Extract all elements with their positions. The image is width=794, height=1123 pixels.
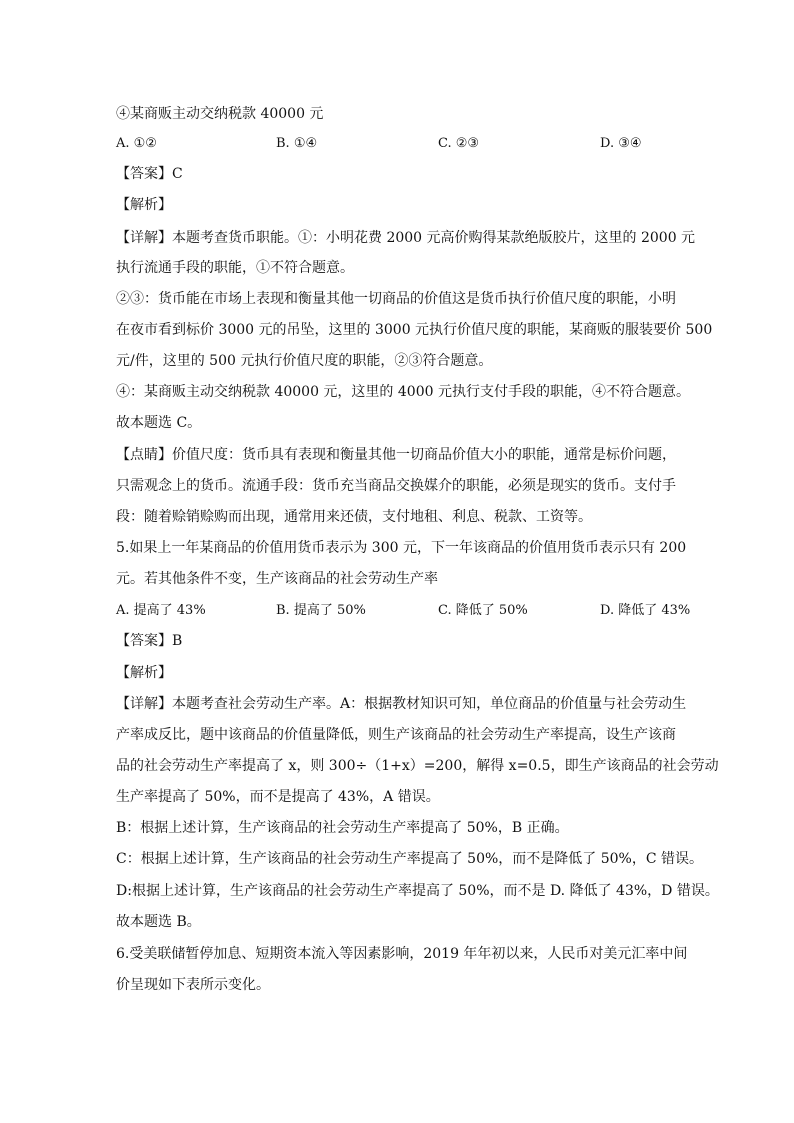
q4-option-b: B. ①④ (276, 136, 318, 151)
q4-tips-line: 只需观念上的货币。流通手段：货币充当商品交换媒介的职能，必须是现实的货币。支付手 (116, 478, 676, 494)
q5-stem-line: 5.如果上一年某商品的价值用货币表示为 300 元，下一年该商品的价值用货币表示只有 200 (116, 540, 687, 556)
q5-detail-line: C：根据上述计算，生产该商品的社会劳动生产率提高了 50%，而不是降低了 50%，C 错误。 (116, 851, 704, 867)
q4-detail-line: 执行流通手段的职能，①不符合题意。 (116, 260, 354, 276)
q5-detail-line: B：根据上述计算，生产该商品的社会劳动生产率提高了 50%，B 正确。 (116, 820, 569, 836)
q5-answer: 【答案】B (116, 633, 183, 649)
q4-analysis-label: 【解析】 (116, 197, 172, 213)
q4-detail-line: 【详解】本题考查货币职能。①：小明花费 2000 元高价购得某款绝版胶片，这里的 2000 元 (116, 230, 696, 246)
q4-detail-line: ④：某商贩主动交纳税款 40000 元，这里的 4000 元执行支付手段的职能，④不符合题意。 (116, 384, 690, 400)
q4-item-4: ④某商贩主动交纳税款 40000 元 (116, 106, 324, 122)
q5-option-b: B. 提高了 50% (276, 603, 366, 618)
q5-detail-line: 故本题选 B。 (116, 914, 201, 930)
q5-option-a: A. 提高了 43% (116, 603, 206, 618)
q4-detail-line: 在夜市看到标价 3000 元的吊坠，这里的 3000 元执行价值尺度的职能，某商贩的服装要价 500 (116, 322, 713, 338)
q5-detail-line: 生产率提高了 50%，而不是提高了 43%，A 错误。 (116, 789, 440, 805)
q4-tips-line: 【点睛】价值尺度：货币具有表现和衡量其他一切商品价值大小的职能，通常是标价问题， (116, 447, 676, 463)
q4-tips-line: 段：随着赊销赊购而出现，通常用来还债，支付地租、利息、税款、工资等。 (116, 509, 592, 525)
q5-detail-line: 【详解】本题考查社会劳动生产率。A：根据教材知识可知，单位商品的价值量与社会劳动生 (116, 696, 687, 712)
q5-detail-line: D:根据上述计算，生产该商品的社会劳动生产率提高了 50%，而不是 D. 降低了 43%，D 错误。 (116, 883, 719, 899)
q5-detail-line: 产率成反比，题中该商品的价值量降低，则生产该商品的社会劳动生产率提高，设生产该商 (116, 727, 676, 743)
q4-option-a: A. ①② (116, 136, 157, 151)
q4-detail-line: 故本题选 C。 (116, 415, 202, 431)
q4-option-c: C. ②③ (438, 136, 480, 151)
q5-option-c: C. 降低了 50% (438, 603, 528, 618)
q4-answer: 【答案】C (116, 166, 183, 182)
q4-option-d: D. ③④ (600, 136, 642, 151)
q5-stem-line: 元。若其他条件不变，生产该商品的社会劳动生产率 (116, 571, 438, 587)
q4-detail-line: 元/件，这里的 500 元执行价值尺度的职能，②③符合题意。 (116, 353, 493, 369)
q5-detail-line: 品的社会劳动生产率提高了 x，则 300÷（1+x）=200，解得 x=0.5，即生产该商品的社会劳动 (116, 758, 719, 774)
q6-stem-line: 价呈现如下表所示变化。 (116, 977, 270, 993)
q6-stem-line: 6.受美联储暂停加息、短期资本流入等因素影响，2019 年年初以来，人民币对美元汇率中间 (116, 946, 688, 962)
q4-detail-line: ②③：货币能在市场上表现和衡量其他一切商品的价值这是货币执行价值尺度的职能，小明 (116, 291, 676, 307)
q5-analysis-label: 【解析】 (116, 665, 172, 681)
q5-option-d: D. 降低了 43% (600, 603, 691, 618)
